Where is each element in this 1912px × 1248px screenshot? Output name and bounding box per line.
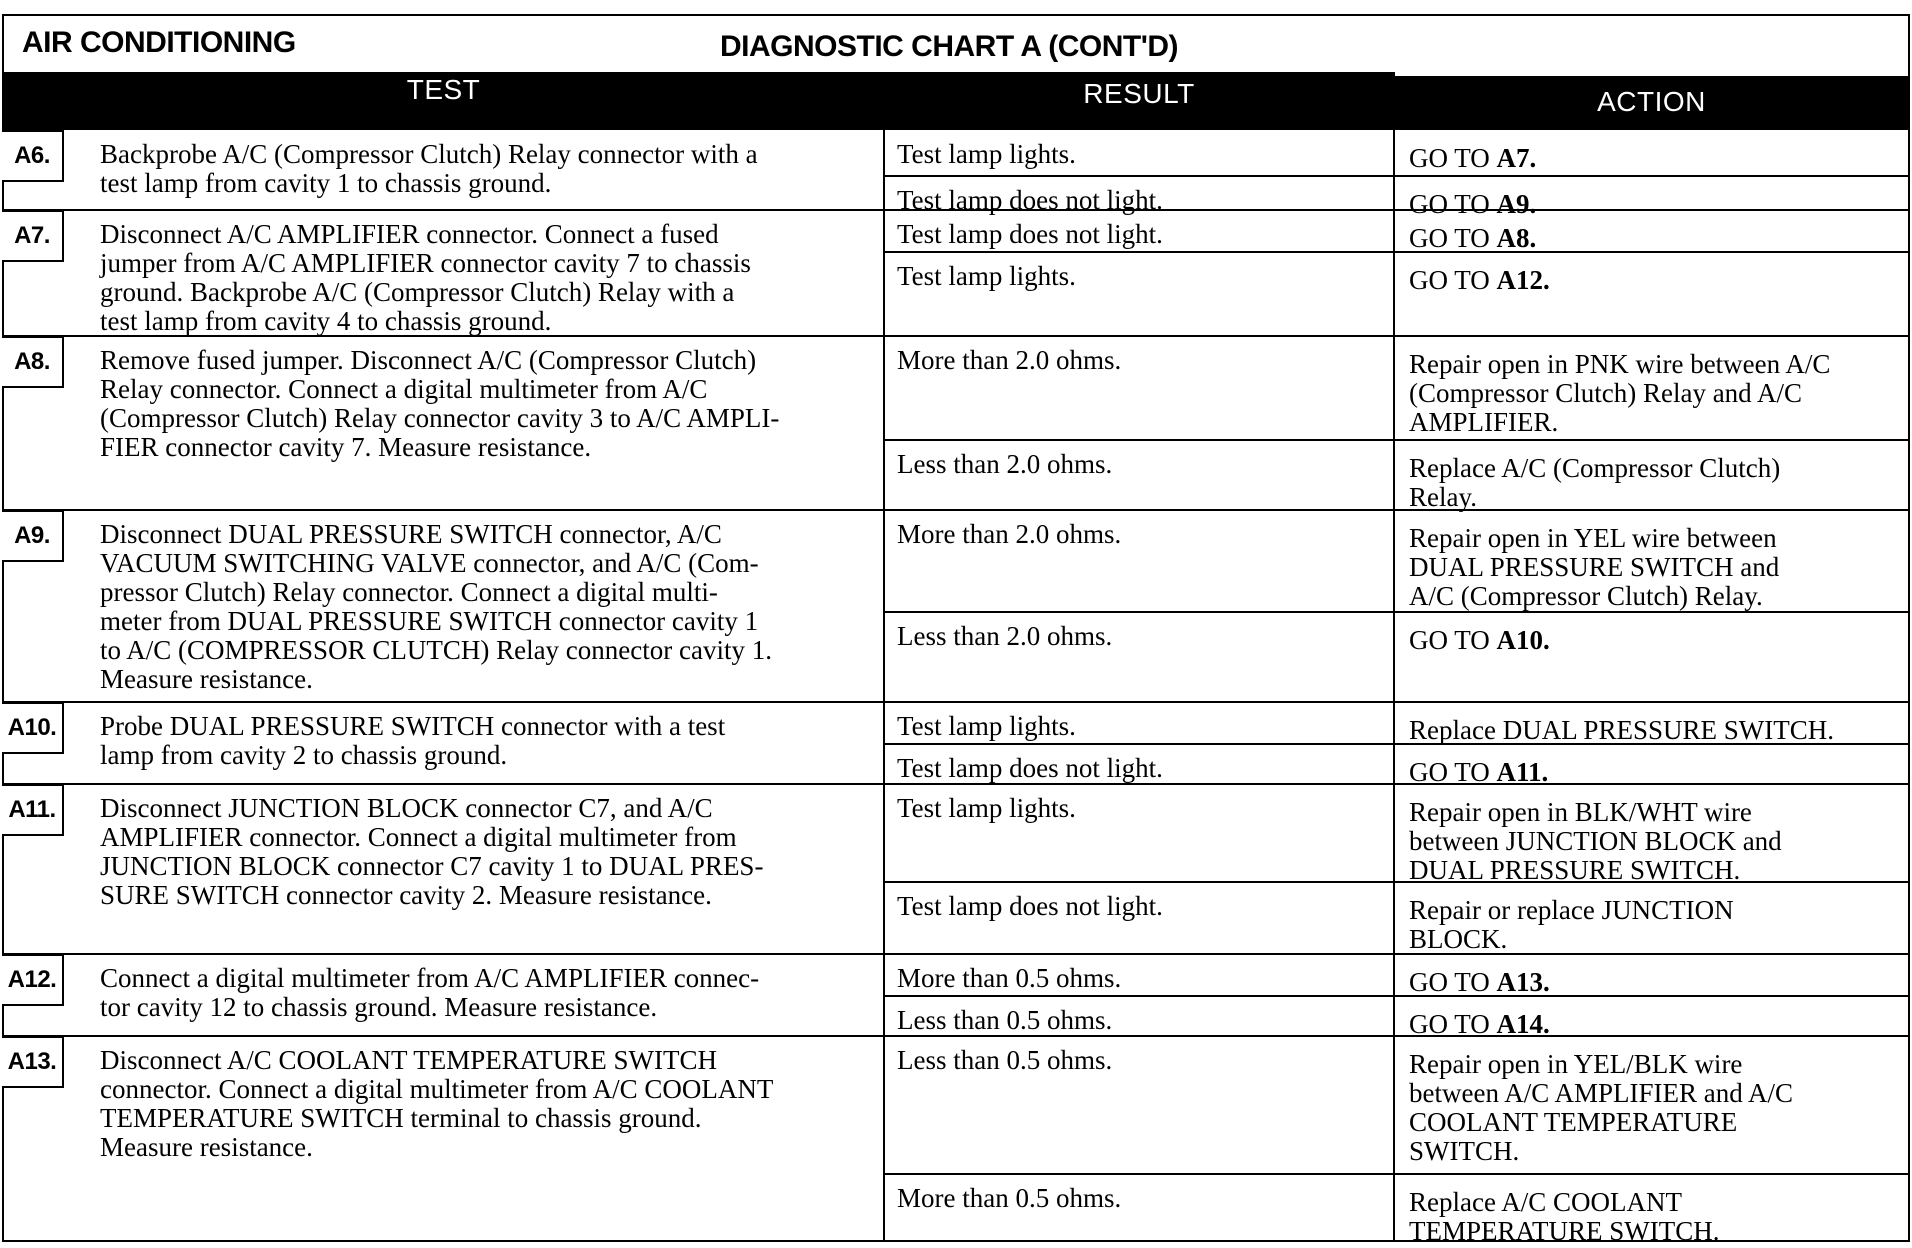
action-text-line [1409, 896, 1734, 925]
action-text: DUAL PRESSURE SWITCH and [1409, 552, 1780, 582]
action-text-line [1409, 190, 1536, 219]
action-text-line [1409, 408, 1558, 437]
action-text-line [1409, 350, 1830, 379]
test-text-line: JUNCTION BLOCK connector C7 cavity 1 to DUAL PRES- [100, 851, 764, 881]
result-text: Test lamp does not light. [897, 219, 1163, 249]
result-text: Test lamp lights. [897, 793, 1076, 823]
row-divider [2, 1035, 1908, 1037]
action-text-line [1409, 524, 1777, 553]
chart-title: DIAGNOSTIC CHART A (CONT'D) [720, 30, 1179, 63]
action-text-line [1409, 1108, 1737, 1137]
step-id: A7. [2, 210, 64, 262]
goto-step-ref: A10. [1496, 625, 1550, 655]
row-divider [2, 953, 1908, 955]
action-text: COOLANT TEMPERATURE [1409, 1107, 1738, 1137]
result-text: Test lamp does not light. [897, 753, 1163, 783]
step-id: A8. [2, 336, 64, 388]
test-text-line: Measure resistance. [100, 664, 313, 694]
step-id: A13. [2, 1036, 64, 1088]
action-text-line [1409, 1010, 1550, 1039]
test-text-line: VACUUM SWITCHING VALVE connector, and A/C (Com- [100, 548, 759, 578]
goto-step-ref: A13. [1496, 967, 1550, 997]
action-text: Replace A/C (Compressor Clutch) [1409, 453, 1781, 483]
action-text: AMPLIFIER. [1409, 407, 1559, 437]
test-text-line: tor cavity 12 to chassis ground. Measure resistance. [100, 992, 658, 1022]
action-text-line [1409, 582, 1763, 611]
outcome-divider [883, 439, 1908, 441]
action-text-line [1409, 224, 1536, 253]
action-text-line [1409, 1079, 1793, 1108]
action-text-line [1409, 758, 1548, 787]
result-text: Test lamp does not light. [897, 891, 1163, 921]
result-text: Less than 2.0 ohms. [897, 449, 1113, 479]
result-text: Test lamp lights. [897, 139, 1076, 169]
test-text-line: Disconnect A/C AMPLIFIER connector. Connect a fused [100, 219, 719, 249]
action-text-line [1409, 1137, 1519, 1166]
outcome-divider [883, 175, 1908, 177]
test-text-line: Disconnect JUNCTION BLOCK connector C7, and A/C [100, 793, 713, 823]
action-text: SWITCH. [1409, 1136, 1520, 1166]
action-text: GO TO [1409, 189, 1497, 219]
action-text-line [1409, 266, 1550, 295]
test-text-line: pressor Clutch) Relay connector. Connect a digital multi- [100, 577, 718, 607]
test-text-line: Disconnect A/C COOLANT TEMPERATURE SWITCH [100, 1045, 717, 1075]
action-text-line [1409, 716, 1834, 745]
column-header-action: ACTION [1395, 76, 1908, 130]
test-text-line: connector. Connect a digital multimeter from A/C COOLANT [100, 1074, 774, 1104]
result-text: Less than 2.0 ohms. [897, 621, 1113, 651]
goto-step-ref: A14. [1496, 1009, 1550, 1039]
action-text-line [1409, 1050, 1742, 1079]
test-text-line: jumper from A/C AMPLIFIER connector cavity 7 to chassis [100, 248, 751, 278]
test-text-line: Disconnect DUAL PRESSURE SWITCH connector, A/C [100, 519, 722, 549]
result-text: Less than 0.5 ohms. [897, 1005, 1113, 1035]
result-text: Test lamp lights. [897, 261, 1076, 291]
column-header-test: TEST [4, 72, 883, 130]
action-text-line [1409, 379, 1802, 408]
test-text-line: FIER connector cavity 7. Measure resistance. [100, 432, 592, 462]
column-header-result: RESULT [885, 72, 1393, 130]
column-divider-action [1393, 72, 1395, 1242]
action-text-line [1409, 798, 1752, 827]
action-text-line [1409, 827, 1782, 856]
action-text: (Compressor Clutch) Relay and A/C [1409, 378, 1802, 408]
test-text-line: AMPLIFIER connector. Connect a digital multimeter from [100, 822, 737, 852]
test-text-line: Backprobe A/C (Compressor Clutch) Relay connector with a [100, 139, 758, 169]
test-text-line: ground. Backprobe A/C (Compressor Clutch) Relay with a [100, 277, 735, 307]
step-id: A6. [2, 130, 64, 182]
step-id: A12. [2, 954, 64, 1006]
action-text: TEMPERATURE SWITCH. [1409, 1216, 1720, 1246]
action-text: GO TO [1409, 757, 1497, 787]
test-text-line: SURE SWITCH connector cavity 2. Measure resistance. [100, 880, 712, 910]
action-text: Repair open in YEL/BLK wire [1409, 1049, 1743, 1079]
outcome-divider [883, 995, 1908, 997]
outcome-divider [883, 1173, 1908, 1175]
goto-step-ref: A9. [1496, 189, 1537, 219]
action-text: Repair open in YEL wire between [1409, 523, 1777, 553]
test-text-line: Relay connector. Connect a digital multimeter from A/C [100, 374, 708, 404]
step-id: A9. [2, 510, 64, 562]
action-text: Replace A/C COOLANT [1409, 1187, 1682, 1217]
action-text-line [1409, 968, 1550, 997]
test-text-line: Probe DUAL PRESSURE SWITCH connector with a test [100, 711, 726, 741]
row-divider [2, 701, 1908, 703]
test-text-line: to A/C (COMPRESSOR CLUTCH) Relay connector cavity 1. [100, 635, 772, 665]
test-text-line: test lamp from cavity 1 to chassis ground. [100, 168, 552, 198]
goto-step-ref: A12. [1496, 265, 1550, 295]
action-text: between A/C AMPLIFIER and A/C [1409, 1078, 1793, 1108]
action-text: Repair open in BLK/WHT wire [1409, 797, 1752, 827]
action-text: Relay. [1409, 482, 1477, 512]
action-text: DUAL PRESSURE SWITCH. [1409, 855, 1741, 885]
test-text-line: Connect a digital multimeter from A/C AMPLIFIER connec- [100, 963, 760, 993]
action-text-line [1409, 454, 1780, 483]
test-text-line: (Compressor Clutch) Relay connector cavity 3 to A/C AMPLI- [100, 403, 780, 433]
action-text: GO TO [1409, 265, 1497, 295]
test-text-line: Remove fused jumper. Disconnect A/C (Compressor Clutch) [100, 345, 757, 375]
action-text-line [1409, 856, 1740, 885]
action-text: Replace DUAL PRESSURE SWITCH. [1409, 715, 1834, 745]
action-text: GO TO [1409, 625, 1497, 655]
result-text: More than 0.5 ohms. [897, 963, 1122, 993]
action-text-line [1409, 144, 1536, 173]
goto-step-ref: A7. [1496, 143, 1537, 173]
action-text-line [1409, 483, 1477, 512]
action-text: GO TO [1409, 143, 1497, 173]
test-text-line: test lamp from cavity 4 to chassis ground. [100, 306, 552, 336]
action-text: A/C (Compressor Clutch) Relay. [1409, 581, 1763, 611]
outcome-divider [883, 611, 1908, 613]
step-id: A10. [2, 702, 64, 754]
step-id: A11. [2, 784, 64, 836]
action-text-line [1409, 553, 1779, 582]
action-text-line [1409, 1188, 1682, 1217]
outcome-divider [883, 881, 1908, 883]
result-text: More than 2.0 ohms. [897, 519, 1122, 549]
action-text: between JUNCTION BLOCK and [1409, 826, 1782, 856]
test-text-line: lamp from cavity 2 to chassis ground. [100, 740, 508, 770]
test-text-line: Measure resistance. [100, 1132, 313, 1162]
row-divider [2, 783, 1908, 785]
action-text: Repair open in PNK wire between A/C [1409, 349, 1831, 379]
goto-step-ref: A8. [1496, 223, 1537, 253]
result-text: More than 0.5 ohms. [897, 1183, 1122, 1213]
action-text: Repair or replace JUNCTION [1409, 895, 1734, 925]
section-title: AIR CONDITIONING [22, 26, 296, 59]
result-text: Less than 0.5 ohms. [897, 1045, 1113, 1075]
test-text-line: meter from DUAL PRESSURE SWITCH connector cavity 1 [100, 606, 759, 636]
action-text: BLOCK. [1409, 924, 1508, 954]
outcome-divider [883, 251, 1908, 253]
action-text-line [1409, 626, 1550, 655]
test-text-line: TEMPERATURE SWITCH terminal to chassis ground. [100, 1103, 702, 1133]
action-text-line [1409, 925, 1507, 954]
action-text: GO TO [1409, 967, 1497, 997]
action-text: GO TO [1409, 223, 1497, 253]
column-divider-result [883, 72, 885, 1242]
result-text: More than 2.0 ohms. [897, 345, 1122, 375]
goto-step-ref: A11. [1496, 757, 1549, 787]
result-text: Test lamp lights. [897, 711, 1076, 741]
diagnostic-chart-page [2, 14, 1912, 1248]
row-divider [2, 509, 1908, 511]
result-text: Test lamp does not light. [897, 185, 1163, 215]
action-text-line [1409, 1217, 1720, 1246]
action-text: GO TO [1409, 1009, 1497, 1039]
